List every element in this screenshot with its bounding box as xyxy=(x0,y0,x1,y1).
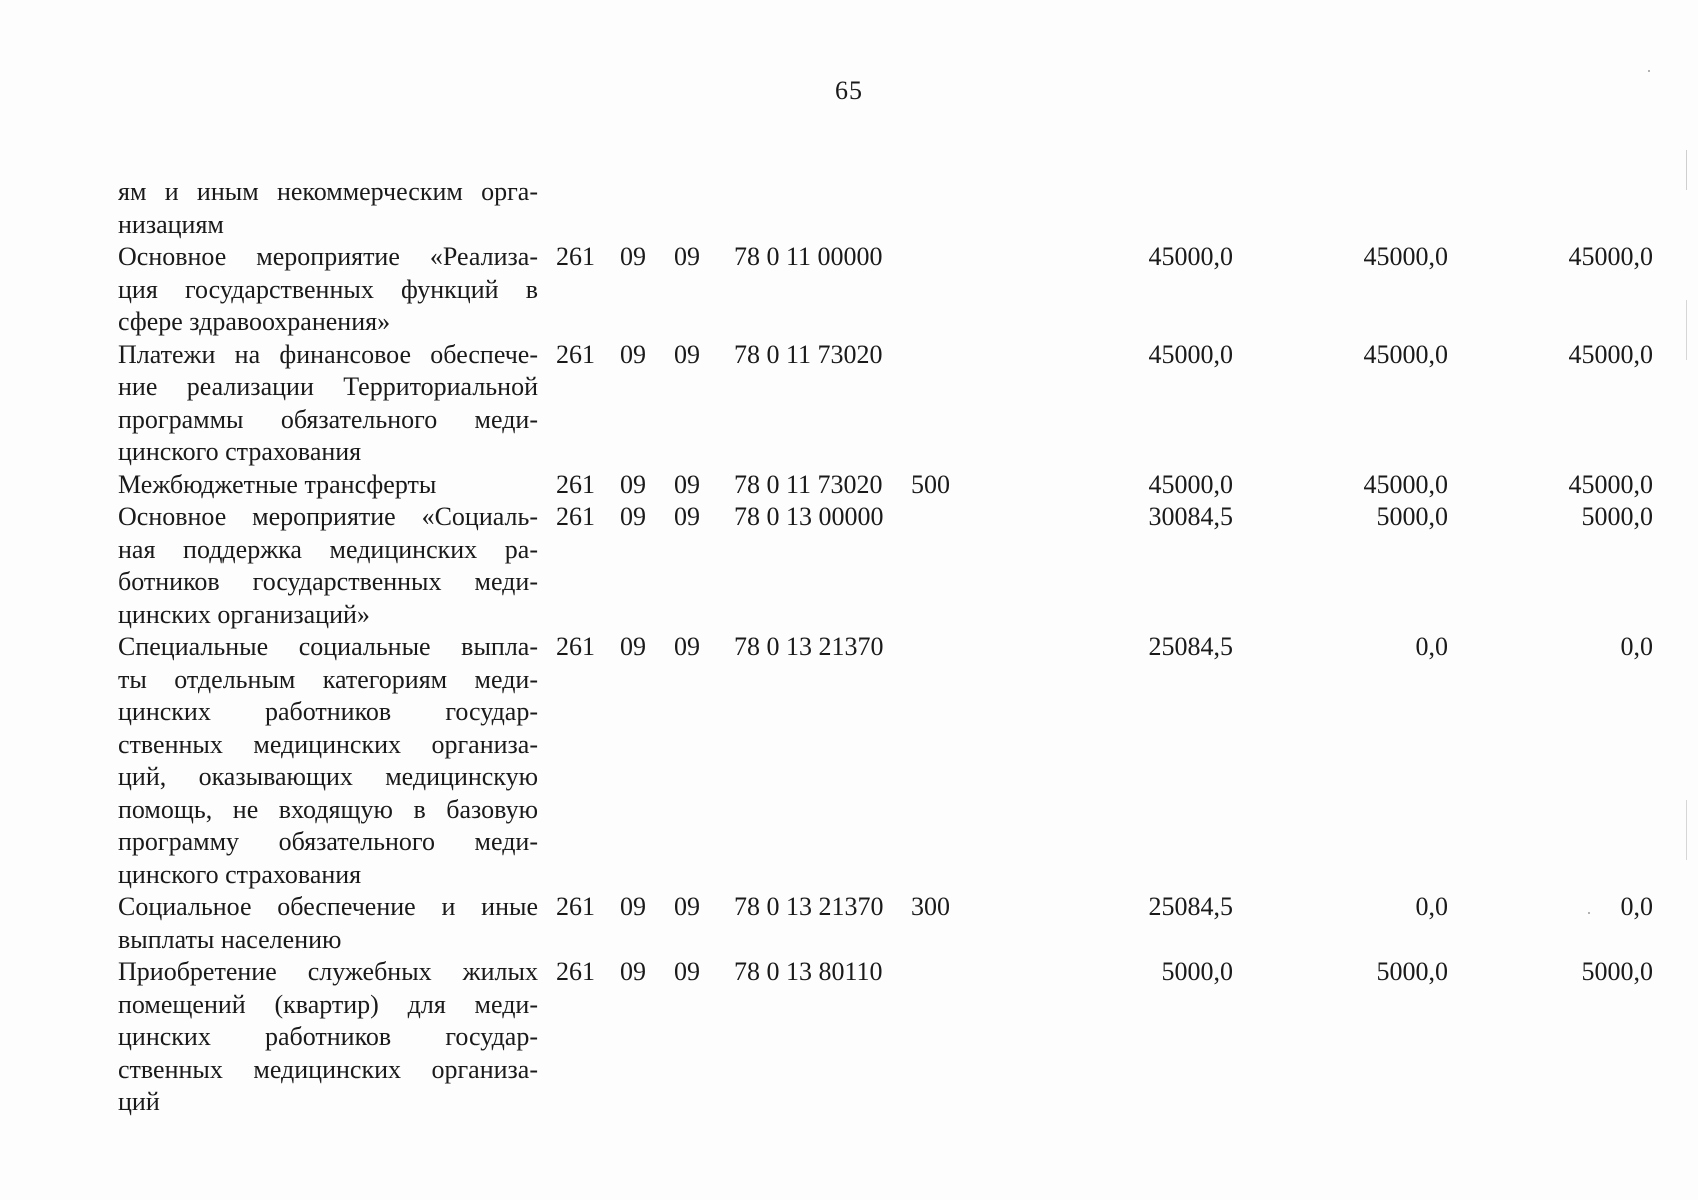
expense-name-cell xyxy=(118,241,538,339)
amount-year-3-cell: 45000,0 xyxy=(1568,242,1653,271)
scan-speck xyxy=(1588,912,1590,914)
amount-year-2-cell: 45000,0 xyxy=(1363,469,1448,499)
amount-year-2-cell: 0,0 xyxy=(1415,892,1448,921)
expense-name-cell xyxy=(118,891,538,956)
scan-speck xyxy=(1686,300,1687,360)
expense-name-line: выплаты населению xyxy=(118,924,342,954)
section-code-cell: 09 xyxy=(620,892,646,921)
expense-name-line: Межбюджетные трансферты xyxy=(118,469,437,499)
target-article-cell: 78 0 13 00000 xyxy=(734,502,884,531)
amount-year-2-cell: 45000,0 xyxy=(1363,339,1448,369)
expense-name-line: ственных медицинских организа- xyxy=(118,729,538,759)
table-row xyxy=(118,241,1653,339)
table-row xyxy=(118,176,1568,241)
expense-name-line: помощь, не входящую в базовую xyxy=(118,794,538,824)
amount-year-2-cell: 45000,0 xyxy=(1363,242,1448,271)
table-row xyxy=(118,631,1653,891)
expense-name-line: программы обязательного меди- xyxy=(118,404,538,434)
ministry-code-cell: 261 xyxy=(556,957,595,986)
expense-name-line: цинских работников государ- xyxy=(118,697,538,726)
expense-name-line: цинских организаций» xyxy=(118,599,370,629)
expense-name-line: Социальное обеспечение и иные xyxy=(118,892,538,921)
amount-year-3-cell: 45000,0 xyxy=(1568,469,1653,499)
amount-year-3-cell: 0,0 xyxy=(1620,632,1653,661)
expense-type-cell: 300 xyxy=(911,892,950,921)
expense-name-line: Основное мероприятие «Реализа- xyxy=(118,242,538,271)
subsection-code-cell: 09 xyxy=(674,957,700,986)
table-row xyxy=(118,501,1653,631)
expense-name-line: низациям xyxy=(118,209,224,239)
section-code-cell: 09 xyxy=(620,632,646,661)
scan-speck xyxy=(1648,70,1650,72)
scan-speck xyxy=(1686,150,1687,190)
amount-year-3-cell: 0,0 xyxy=(1620,892,1653,921)
expense-name-cell xyxy=(118,501,538,631)
table-row xyxy=(118,339,1653,469)
amount-year-1-cell: 25084,5 xyxy=(1148,892,1233,921)
amount-year-2-cell: 0,0 xyxy=(1415,632,1448,661)
expense-name-line: Платежи на финансовое обеспече- xyxy=(118,339,538,369)
table-row xyxy=(118,956,1653,1119)
amount-year-3-cell: 45000,0 xyxy=(1568,339,1653,369)
expense-name-line: Приобретение служебных жилых xyxy=(118,957,538,986)
expense-name-line: ты отдельным категориям меди- xyxy=(118,664,538,694)
amount-year-1-cell: 45000,0 xyxy=(1148,242,1233,271)
subsection-code-cell: 09 xyxy=(674,469,700,499)
expense-name-line: цинского страхования xyxy=(118,437,362,466)
ministry-code-cell: 261 xyxy=(556,632,595,661)
expense-name-line: ций, оказывающих медицинскую xyxy=(118,762,538,791)
amount-year-3-cell: 5000,0 xyxy=(1581,957,1653,986)
target-article-cell: 78 0 13 21370 xyxy=(734,632,884,661)
target-article-cell: 78 0 11 00000 xyxy=(734,242,883,271)
expense-name-cell xyxy=(118,469,538,502)
target-article-cell: 78 0 13 21370 xyxy=(734,892,884,921)
budget-table xyxy=(118,176,1653,1119)
ministry-code-cell: 261 xyxy=(556,502,595,531)
expense-name-line: ций xyxy=(118,1087,160,1116)
amount-year-1-cell: 25084,5 xyxy=(1148,632,1233,661)
subsection-code-cell: 09 xyxy=(674,339,700,369)
section-code-cell: 09 xyxy=(620,469,646,499)
target-article-cell: 78 0 13 80110 xyxy=(734,957,883,986)
scan-speck xyxy=(1686,800,1687,860)
ministry-code-cell: 261 xyxy=(556,469,595,499)
expense-name-cell xyxy=(118,339,538,469)
section-code-cell: 09 xyxy=(620,242,646,271)
expense-type-cell: 500 xyxy=(911,469,950,499)
section-code-cell: 09 xyxy=(620,502,646,531)
expense-name-line: ственных медицинских организа- xyxy=(118,1054,538,1084)
subsection-code-cell: 09 xyxy=(674,242,700,271)
expense-name-line: помещений (квартир) для меди- xyxy=(118,989,538,1019)
target-article-cell: 78 0 11 73020 xyxy=(734,339,883,369)
ministry-code-cell: 261 xyxy=(556,892,595,921)
subsection-code-cell: 09 xyxy=(674,632,700,661)
expense-name-line: цинских работников государ- xyxy=(118,1022,538,1051)
page-number: 65 xyxy=(835,76,863,105)
expense-name-line: ция государственных функций в xyxy=(118,274,538,304)
expense-name-cell xyxy=(118,631,538,891)
expense-name-line: ботников государственных меди- xyxy=(118,567,538,596)
amount-year-1-cell: 5000,0 xyxy=(1161,957,1233,986)
expense-name-line: ние реализации Территориальной xyxy=(118,372,538,401)
ministry-code-cell: 261 xyxy=(556,242,595,271)
expense-name-line: цинского страхования xyxy=(118,859,362,889)
expense-name-line: сфере здравоохранения» xyxy=(118,307,391,336)
subsection-code-cell: 09 xyxy=(674,892,700,921)
amount-year-1-cell: 45000,0 xyxy=(1148,469,1233,499)
ministry-code-cell: 261 xyxy=(556,339,595,369)
expense-name-line: программу обязательного меди- xyxy=(118,827,538,856)
section-code-cell: 09 xyxy=(620,339,646,369)
table-row xyxy=(118,469,1653,502)
amount-year-2-cell: 5000,0 xyxy=(1376,957,1448,986)
subsection-code-cell: 09 xyxy=(674,502,700,531)
expense-name-line: ная поддержка медицинских ра- xyxy=(118,534,538,564)
expense-name-line: Основное мероприятие «Социаль- xyxy=(118,502,538,531)
amount-year-3-cell: 5000,0 xyxy=(1581,502,1653,531)
target-article-cell: 78 0 11 73020 xyxy=(734,469,883,499)
expense-name-line: ям и иным некоммерческим орга- xyxy=(118,177,538,206)
amount-year-2-cell: 5000,0 xyxy=(1376,502,1448,531)
expense-name-cell xyxy=(118,956,538,1119)
amount-year-1-cell: 30084,5 xyxy=(1148,502,1233,531)
section-code-cell: 09 xyxy=(620,957,646,986)
expense-name-line: Специальные социальные выпла- xyxy=(118,632,538,661)
amount-year-1-cell: 45000,0 xyxy=(1148,339,1233,369)
table-row xyxy=(118,891,1653,956)
expense-name-cell xyxy=(118,176,538,241)
